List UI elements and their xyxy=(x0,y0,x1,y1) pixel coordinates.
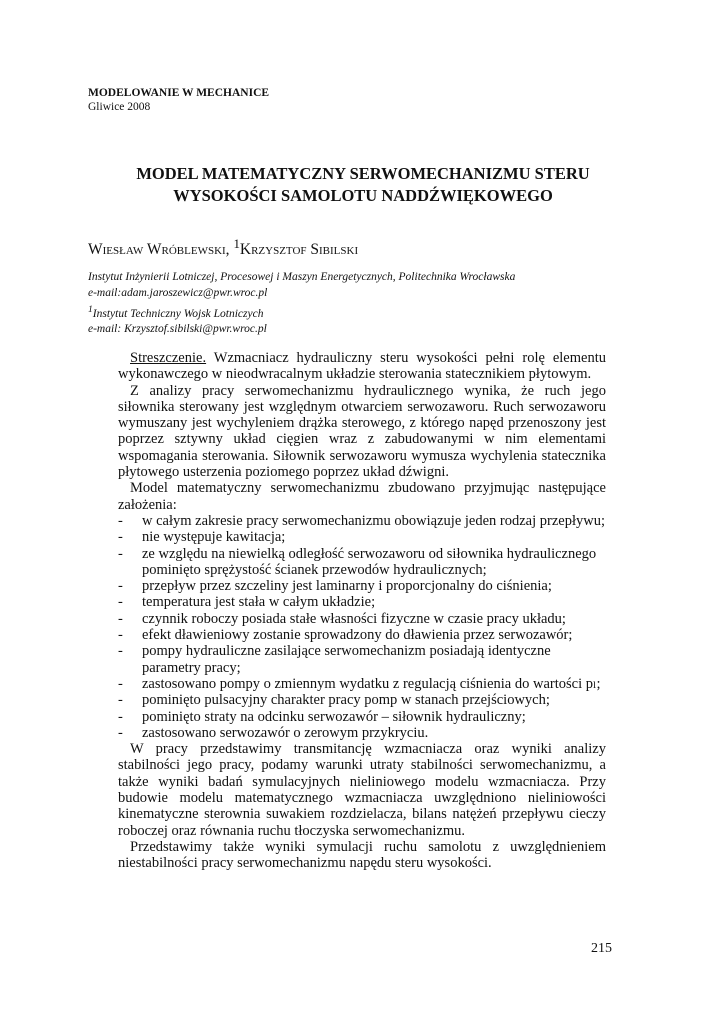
list-item: - ze względu na niewielką odległość serwozaworu od siłownika hydraulicznego pominięto sprężystość ścianek przewodów hydraulicznych; xyxy=(118,546,606,579)
running-header xyxy=(88,86,269,114)
title-line-2: WYSOKOŚCI SAMOLOTU NADDŹWIĘKOWEGO xyxy=(173,186,553,205)
abstract-paragraph-5: Przedstawimy także wyniki symulacji ruchu samolotu z uwzględnieniem niestabilności pracy serwomechanizmu napędu steru wysokości. xyxy=(118,838,606,872)
abstract-label: Streszczenie. xyxy=(130,350,207,366)
affiliation-superscript: 1 xyxy=(88,303,93,315)
abstract-paragraph-1: Streszczenie. Wzmacniacz hydrauliczny steru wysokości pełni rolę elementu wykonawczego w nieodwracalnym układzie sterowania statecznikiem płytowym. xyxy=(118,350,606,383)
abstract-paragraph-4: W pracy przedstawimy transmitancję wzmacniacza oraz wyniki analizy stabilności jego pracy, podamy warunki utraty stabilności serwomechanizmu, a także wyniki badań symulacyjnych nieliniowego modelu wzmacniacza. Przy budowie modelu matematycznego wzmacniacza uwzględniono nieliniowości kinematyczne sterownia suwakiem rozdzielacza, bilans natężeń przepływu cieczy roboczej oraz równania ruchu tłoczyska serwomechanizmu. xyxy=(118,741,606,839)
authors xyxy=(88,236,358,259)
list-item: - zastosowano serwozawór o zerowym przykryciu. xyxy=(118,725,606,741)
list-item: - efekt dławieniowy zostanie sprowadzony do dławienia przez serwozawór; xyxy=(118,627,606,643)
abstract xyxy=(118,350,606,872)
affiliation-email-2: e-mail: Krzysztof.sibilski@pwr.wroc.pl xyxy=(88,323,267,336)
list-item: - przepływ przez szczeliny jest laminarny i proporcjonalny do ciśnienia; xyxy=(118,578,606,594)
place-year: Gliwice 2008 xyxy=(88,101,151,113)
affiliation-email-1: e-mail:adam.jaroszewicz@pwr.wroc.pl xyxy=(88,286,268,299)
page-number: 215 xyxy=(591,941,612,956)
author-2-superscript: 1 xyxy=(233,236,240,251)
list-item: - pompy hydrauliczne zasilające serwomechanizm posiadają identyczne parametry pracy; xyxy=(118,643,606,676)
affiliation-line-1: Instytut Inżynierii Lotniczej, Procesowej i Maszyn Energetycznych, Politechnika Wrocławska xyxy=(88,271,516,283)
list-item: - pominięto pulsacyjny charakter pracy pomp w stanach przejściowych; xyxy=(118,692,606,708)
list-item: - w całym zakresie pracy serwomechanizmu obowiązuje jeden rodzaj przepływu; xyxy=(118,513,606,529)
abstract-paragraph-3: Model matematyczny serwomechanizmu zbudowano przyjmując następujące założenia: xyxy=(118,480,606,513)
affiliation-line-2: $^1$Instytut Techniczny Wojsk Lotniczych xyxy=(88,303,264,320)
author-1: Wiesław Wróblewski, xyxy=(88,241,230,259)
list-item: - czynnik roboczy posiada stałe własności fizyczne w czasie pracy układu; xyxy=(118,611,606,627)
author-2: Krzysztof Sibilski xyxy=(239,241,359,259)
title-line-1: MODEL MATEMATYCZNY SERWOMECHANIZMU STERU xyxy=(136,164,590,183)
journal-name: MODELOWANIE W MECHANICE xyxy=(88,87,270,99)
abstract-paragraph-2: Z analizy pracy serwomechanizmu hydraulicznego wynika, że ruch jego siłownika sterowany jest względnym otwarciem serwozaworu. Ruch serwozaworu wymuszany jest wychyleniem drążka sterowego, z którego napęd przenoszony jest poprzez sztywny układ cięgien wraz z zabudowanymi w nim elementami wspomagania sterowania. Siłownik serwozaworu wymusza wychylenia statecznika płytowego usterzenia poziomego poprzez układ dźwigni. xyxy=(118,382,606,481)
list-item: - pominięto straty na odcinku serwozawór – siłownik hydrauliczny; xyxy=(118,709,606,725)
affiliations xyxy=(88,270,515,338)
assumptions-list xyxy=(118,513,606,741)
list-item: - zastosowano pompy o zmiennym wydatku z regulacją ciśnienia do wartości pₗ; xyxy=(118,676,606,692)
list-item: - temperatura jest stała w całym układzie; xyxy=(118,594,606,610)
paper-title xyxy=(88,163,638,207)
list-item: - nie występuje kawitacja; xyxy=(118,529,606,545)
